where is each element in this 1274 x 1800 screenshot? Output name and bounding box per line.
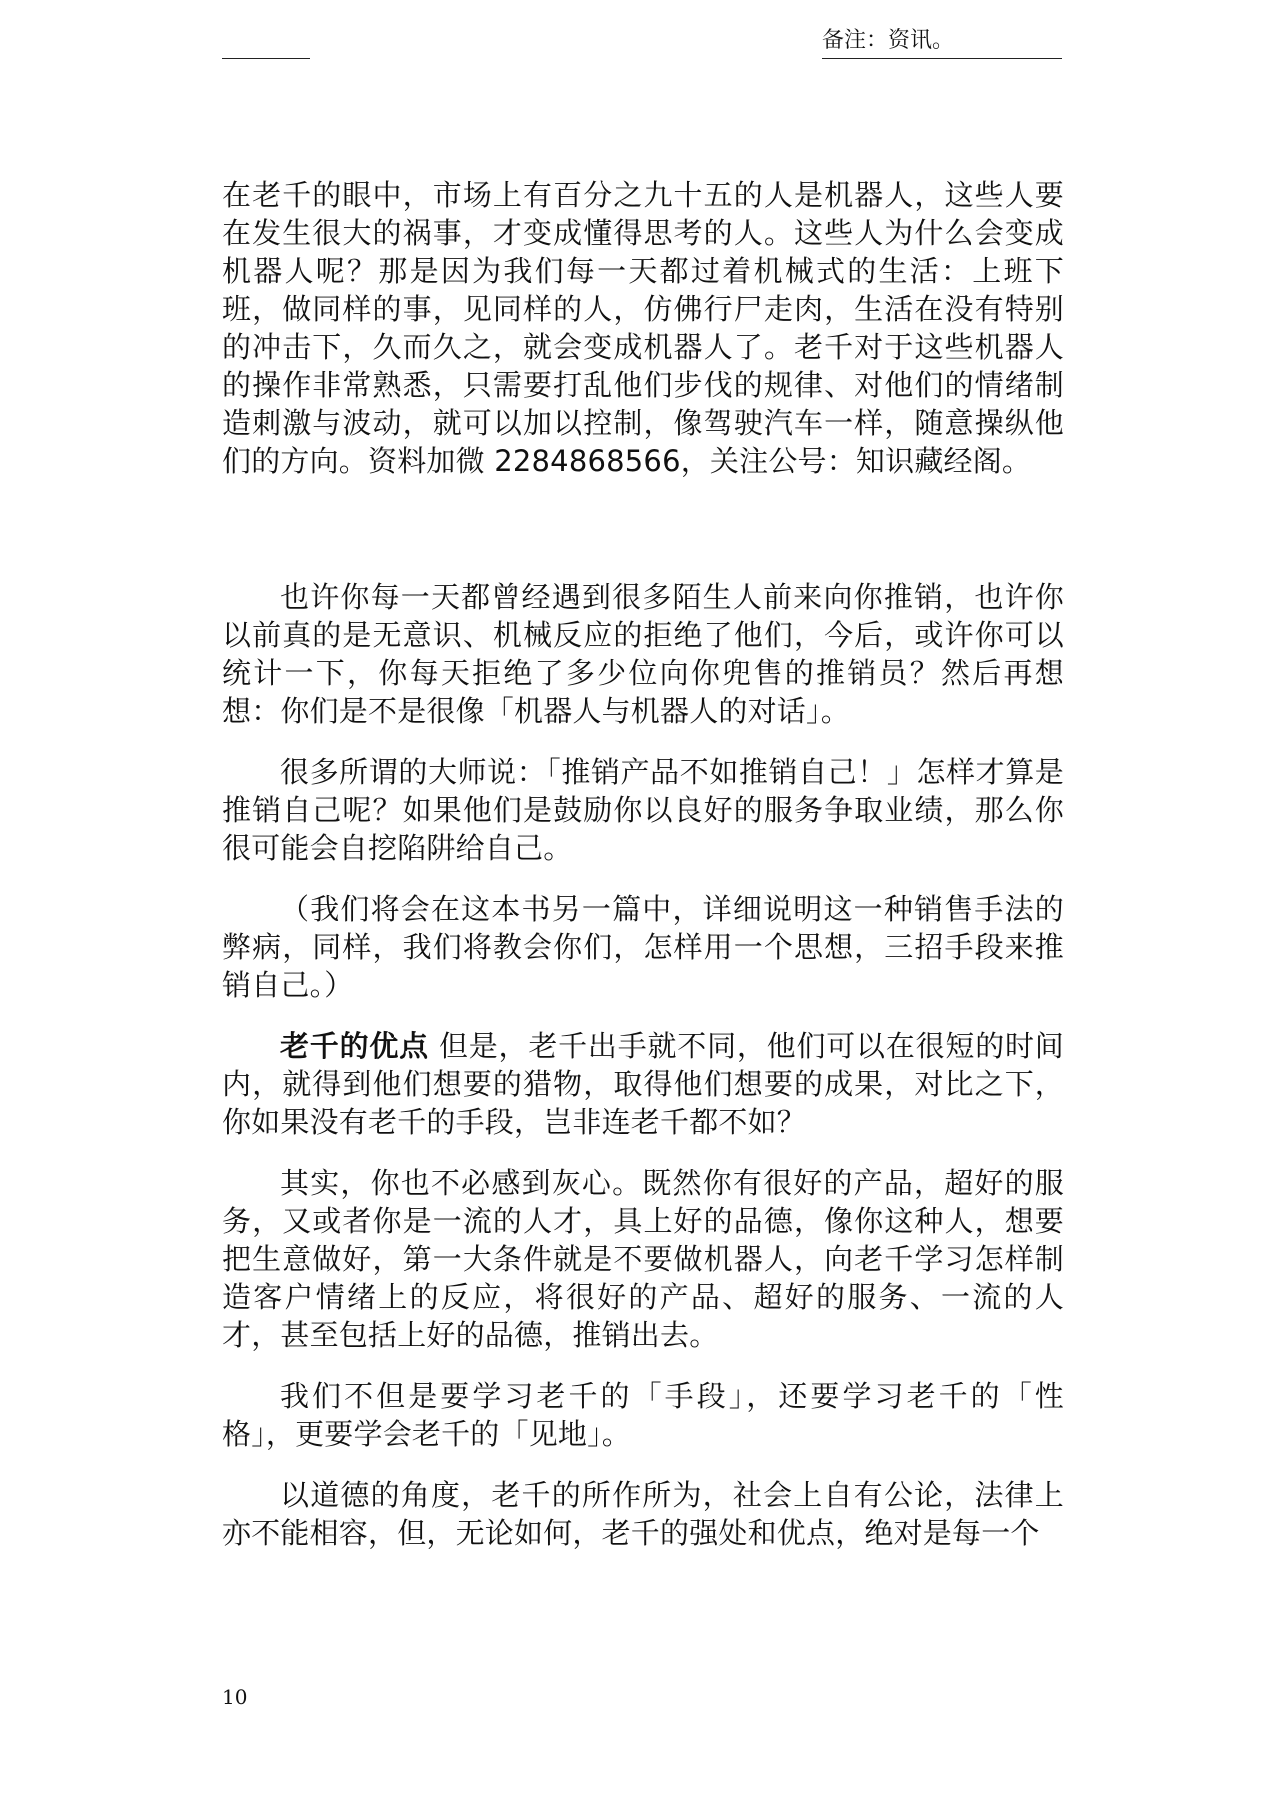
page-number: 10 — [222, 1685, 248, 1709]
paragraph-5 — [222, 1027, 1064, 1141]
page-body — [222, 176, 1064, 1552]
paragraph-1: 在老千的眼中，市场上有百分之九十五的人是机器人，这些人要在发生很大的祸事，才变成懂得思考的人。这些人为什么会变成机器人呢？那是因为我们每一天都过着机械式的生活：上班下班，做同样的事，见同样的人，仿佛行尸走肉，生活在没有特别的冲击下，久而久之，就会变成机器人了。老千对于这些机器人的操作非常熟悉，只需要打乱他们步伐的规律、对他们的情绪制造刺激与波动，就可以加以控制，像驾驶汽车一样，随意操纵他们的方向。资料加微 2284868566，关注公号：知识藏经阁。 — [222, 178, 1064, 478]
paragraph-4: （我们将会在这本书另一篇中，详细说明这一种销售手法的弊病，同样，我们将教会你们，怎样用一个思想，三招手段来推销自己。） — [222, 892, 1064, 1002]
header-rule-left — [222, 58, 310, 59]
paragraph-2: 也许你每一天都曾经遇到很多陌生人前来向你推销，也许你以前真的是无意识、机械反应的拒绝了他们，今后，或许你可以统计一下，你每天拒绝了多少位向你兜售的推销员？然后再想想：你们是不是很像「机器人与机器人的对话」。 — [222, 580, 1064, 728]
paragraph-3: 很多所谓的大师说：「推销产品不如推销自己！」怎样才算是推销自己呢？如果他们是鼓励你以良好的服务争取业绩，那么你很可能会自挖陷阱给自己。 — [222, 755, 1064, 865]
section-lead-heading: 老千的优点 — [280, 1029, 429, 1063]
paragraph-7: 我们不但是要学习老千的「手段」，还要学习老千的「性格」，更要学会老千的「见地」。 — [222, 1379, 1064, 1451]
paragraph-8: 以道德的角度，老千的所作所为，社会上自有公论，法律上亦不能相容，但，无论如何，老千的强处和优点，绝对是每一个 — [222, 1478, 1064, 1550]
paragraph-6: 其实，你也不必感到灰心。既然你有很好的产品，超好的服务，又或者你是一流的人才，具上好的品德，像你这种人，想要把生意做好，第一大条件就是不要做机器人，向老千学习怎样制造客户情绪上的反应，将很好的产品、超好的服务、一流的人才，甚至包括上好的品德，推销出去。 — [222, 1166, 1064, 1352]
paragraph-5-text: 但是，老千出手就不同，他们可以在很短的时间内，就得到他们想要的猎物，取得他们想要的成果，对比之下，你如果没有老千的手段，岂非连老千都不如？ — [222, 1029, 1064, 1139]
header-note: 备注：资讯。 — [822, 26, 1062, 59]
